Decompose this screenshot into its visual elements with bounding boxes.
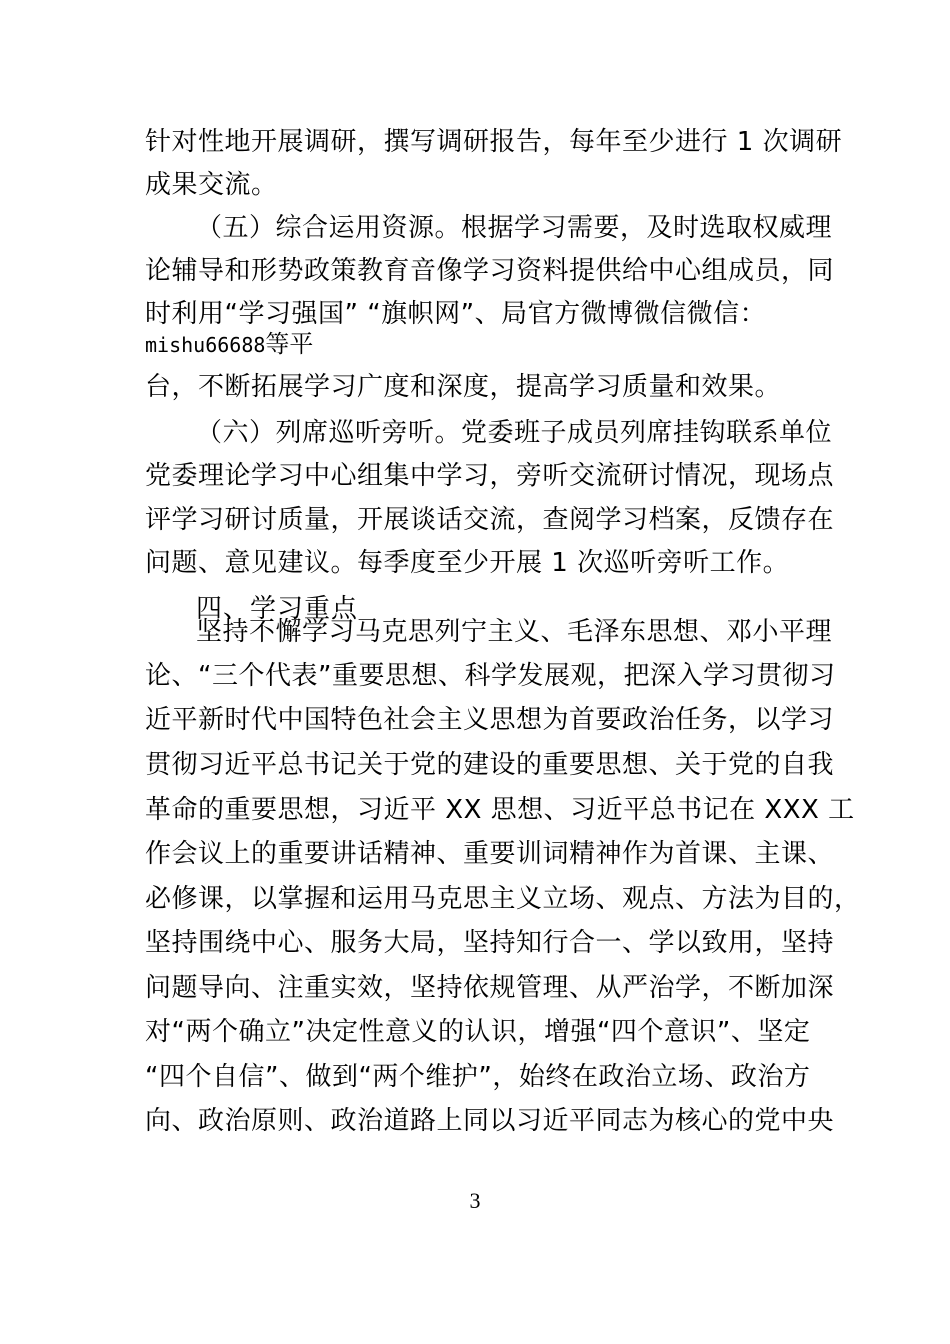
text-line: 对“两个确立”决定性意义的认识，增强“四个意识”、坚定 [145,1017,811,1047]
paragraph-start-five: （五）综合运用资源。根据学习需要，及时选取权威理 [196,213,833,243]
text-line: 台，不断拓展学习广度和深度，提高学习质量和效果。 [145,372,782,402]
text-line: 贯彻习近平总书记关于党的建设的重要思想、关于党的自我 [145,750,835,780]
text-line: 向、政治原则、政治道路上同以习近平同志为核心的党中央 [145,1106,835,1136]
wechat-id-suffix: 等平 [265,330,314,358]
text-line: 坚持围绕中心、服务大局，坚持知行合一、学以致用，坚持 [145,928,835,958]
text-line: 必修课，以掌握和运用马克思主义立场、观点、方法为目的， [145,884,861,914]
text-line: 问题导向、注重实效，坚持依规管理、从严治学，不断加深 [145,973,835,1003]
text-line: 近平新时代中国特色社会主义思想为首要政治任务，以学习 [145,705,835,735]
text-line: 论辅导和形势政策教育音像学习资料提供给中心组成员，同 [145,256,835,286]
text-line: 评学习研讨质量，开展谈话交流，查阅学习档案，反馈存在 [145,505,835,535]
text-line: 问题、意见建议。每季度至少开展 1 次巡听旁听工作。 [145,548,790,578]
page-number: 3 [469,1188,481,1213]
wechat-id: mishu66688 [145,333,266,357]
wechat-id-line [145,332,313,357]
text-line: “四个自信”、做到“两个维护”，始终在政治立场、政治方 [145,1062,811,1092]
text-line: 党委理论学习中心组集中学习，旁听交流研讨情况，现场点 [145,461,835,491]
text-line: 革命的重要思想，习近平 XX 思想、习近平总书记在 XXX 工 [145,795,855,825]
text-line: 论、“三个代表”重要思想、科学发展观，把深入学习贯彻习 [145,661,836,691]
section-heading: 四、学习重点 [196,594,359,624]
text-line: 针对性地开展调研，撰写调研报告，每年至少进行 1 次调研 [145,127,843,157]
text-line: 作会议上的重要讲话精神、重要训词精神作为首课、主课、 [145,839,835,869]
text-line: 成果交流。 [145,170,278,200]
paragraph-start-six: （六）列席巡听旁听。党委班子成员列席挂钩联系单位 [196,418,833,448]
paragraph-start-focus: 坚持不懈学习马克思列宁主义、毛泽东思想、邓小平理 [196,617,833,647]
text-line: 时利用“学习强国” “旗帜网”、局官方微博微信微信： [145,299,767,329]
